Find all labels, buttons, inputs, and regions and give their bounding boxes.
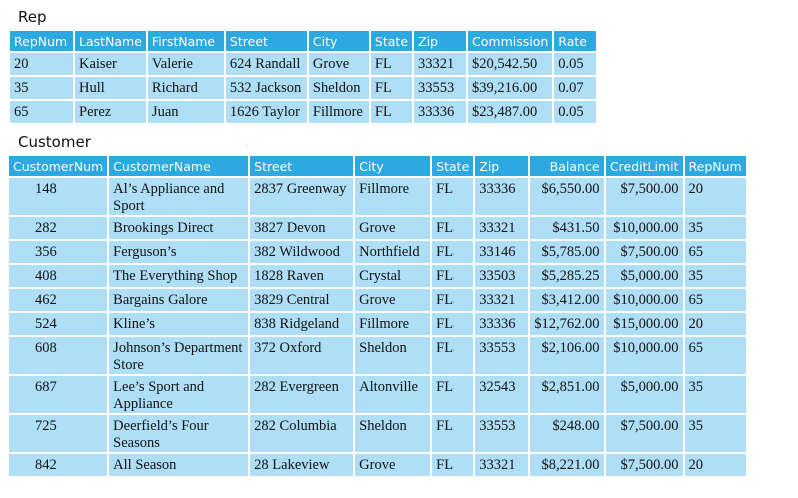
cell-city: Crystal [355,265,430,287]
cell-state: FL [432,265,473,287]
cell-creditlimit: $7,500.00 [606,415,683,452]
cell-repnum: 65 [685,241,746,263]
cell-firstname: Valerie [148,53,224,75]
cell-repnum: 20 [685,178,746,215]
cell-state: FL [371,101,412,123]
customer-table-caption: Customer [18,133,91,151]
cell-balance: $248.00 [530,415,603,452]
cell-city: Grove [355,454,430,476]
cell-customername: All Season [109,454,248,476]
cell-creditlimit: $15,000.00 [606,313,683,335]
cell-creditlimit: $7,500.00 [606,454,683,476]
column-header-lastname: LastName [75,31,146,51]
cell-firstname: Richard [148,77,224,99]
cell-customernum: 148 [9,178,107,215]
rep-table [8,29,598,125]
table-row [9,454,746,476]
customer-header-row [9,156,746,176]
table-row [10,77,596,99]
cell-city: Sheldon [355,337,430,374]
table-row [9,178,746,215]
cell-balance: $3,412.00 [530,289,603,311]
cell-repnum: 65 [685,337,746,374]
cell-customername: Deerfield’s Four Seasons [109,415,248,452]
cell-state: FL [371,77,412,99]
cell-state: FL [432,217,473,239]
cell-repnum: 35 [685,376,746,413]
cell-creditlimit: $7,500.00 [606,241,683,263]
cell-zip: 33553 [414,77,466,99]
cell-city: Grove [309,53,369,75]
cell-balance: $431.50 [530,217,603,239]
cell-zip: 33553 [475,337,528,374]
column-header-customernum: CustomerNum [9,156,107,176]
column-header-commission: Commission [468,31,552,51]
cell-repnum: 35 [685,415,746,452]
cell-street: 282 Evergreen [250,376,353,413]
column-header-zip: Zip [475,156,528,176]
table-row [9,241,746,263]
cell-street: 372 Oxford [250,337,353,374]
cell-repnum: 65 [685,289,746,311]
cell-street: 532 Jackson [226,77,307,99]
cell-city: Grove [355,289,430,311]
cell-commission: $39,216.00 [468,77,552,99]
cell-customernum: 462 [9,289,107,311]
cell-customernum: 282 [9,217,107,239]
cell-lastname: Hull [75,77,146,99]
cell-repnum: 35 [685,217,746,239]
cell-zip: 32543 [475,376,528,413]
cell-city: Northfield [355,241,430,263]
cell-creditlimit: $5,000.00 [606,265,683,287]
column-header-city: City [309,31,369,51]
cell-repnum: 65 [10,101,73,123]
cell-street: 1828 Raven [250,265,353,287]
cell-street: 3829 Central [250,289,353,311]
cell-zip: 33336 [475,313,528,335]
cell-balance: $8,221.00 [530,454,603,476]
cell-street: 282 Columbia [250,415,353,452]
cell-state: FL [371,53,412,75]
cell-balance: $12,762.00 [530,313,603,335]
table-row [10,53,596,75]
cell-repnum: 20 [685,313,746,335]
cell-street: 838 Ridgeland [250,313,353,335]
cell-street: 2837 Greenway [250,178,353,215]
table-row [9,289,746,311]
column-header-customername: CustomerName [109,156,248,176]
rep-table-caption: Rep [18,8,47,26]
cell-state: FL [432,241,473,263]
cell-customernum: 687 [9,376,107,413]
cell-rate: 0.05 [554,53,596,75]
table-row [9,376,746,413]
cell-city: Sheldon [309,77,369,99]
column-header-city: City [355,156,430,176]
cell-city: Altonville [355,376,430,413]
table-row [9,217,746,239]
cell-creditlimit: $5,000.00 [606,376,683,413]
cell-zip: 33503 [475,265,528,287]
cell-customername: Kline’s [109,313,248,335]
cell-commission: $20,542.50 [468,53,552,75]
cell-repnum: 35 [685,265,746,287]
cell-customernum: 725 [9,415,107,452]
column-header-balance: Balance [530,156,603,176]
cell-customernum: 356 [9,241,107,263]
cell-street: 1626 Taylor [226,101,307,123]
cell-state: FL [432,454,473,476]
column-header-state: State [371,31,412,51]
cell-balance: $2,851.00 [530,376,603,413]
table-row [9,265,746,287]
table-row [10,101,596,123]
cell-balance: $5,285.25 [530,265,603,287]
cell-customername: Bargains Galore [109,289,248,311]
cell-creditlimit: $7,500.00 [606,178,683,215]
cell-balance: $5,785.00 [530,241,603,263]
cell-state: FL [432,313,473,335]
cell-rate: 0.05 [554,101,596,123]
cell-state: FL [432,376,473,413]
cell-repnum: 20 [685,454,746,476]
cell-street: 382 Wildwood [250,241,353,263]
cell-balance: $2,106.00 [530,337,603,374]
cell-customername: Ferguson’s [109,241,248,263]
cell-city: Sheldon [355,415,430,452]
cell-customername: Al’s Appliance and Sport [109,178,248,215]
cell-lastname: Kaiser [75,53,146,75]
cell-customernum: 524 [9,313,107,335]
table-row [9,337,746,374]
cell-street: 3827 Devon [250,217,353,239]
column-header-creditlimit: CreditLimit [606,156,683,176]
cell-customername: Johnson’s Department Store [109,337,248,374]
cell-rate: 0.07 [554,77,596,99]
cell-customername: Brookings Direct [109,217,248,239]
column-header-repnum: RepNum [685,156,746,176]
column-header-firstname: FirstName [148,31,224,51]
rep-header-row [10,31,596,51]
customer-table [7,154,748,478]
cell-creditlimit: $10,000.00 [606,337,683,374]
cell-street: 624 Randall [226,53,307,75]
column-header-rate: Rate [554,31,596,51]
cell-customernum: 842 [9,454,107,476]
cell-state: FL [432,415,473,452]
cell-zip: 33321 [475,454,528,476]
table-row [9,313,746,335]
cell-balance: $6,550.00 [530,178,603,215]
cell-zip: 33321 [475,217,528,239]
cell-customernum: 608 [9,337,107,374]
column-header-zip: Zip [414,31,466,51]
cell-state: FL [432,337,473,374]
cell-city: Fillmore [309,101,369,123]
cell-state: FL [432,289,473,311]
cell-zip: 33146 [475,241,528,263]
cell-firstname: Juan [148,101,224,123]
cell-lastname: Perez [75,101,146,123]
cell-creditlimit: $10,000.00 [606,289,683,311]
cell-street: 28 Lakeview [250,454,353,476]
cell-repnum: 35 [10,77,73,99]
cell-zip: 33321 [475,289,528,311]
cell-state: FL [432,178,473,215]
cell-city: Grove [355,217,430,239]
column-header-street: Street [250,156,353,176]
cell-zip: 33336 [414,101,466,123]
column-header-street: Street [226,31,307,51]
table-row [9,415,746,452]
cell-customernum: 408 [9,265,107,287]
cell-zip: 33553 [475,415,528,452]
cell-creditlimit: $10,000.00 [606,217,683,239]
column-header-state: State [432,156,473,176]
cell-customername: The Everything Shop [109,265,248,287]
column-header-repnum: RepNum [10,31,73,51]
cell-repnum: 20 [10,53,73,75]
cell-city: Fillmore [355,313,430,335]
cell-zip: 33321 [414,53,466,75]
cell-commission: $23,487.00 [468,101,552,123]
cell-city: Fillmore [355,178,430,215]
cell-zip: 33336 [475,178,528,215]
cell-customername: Lee’s Sport and Appliance [109,376,248,413]
